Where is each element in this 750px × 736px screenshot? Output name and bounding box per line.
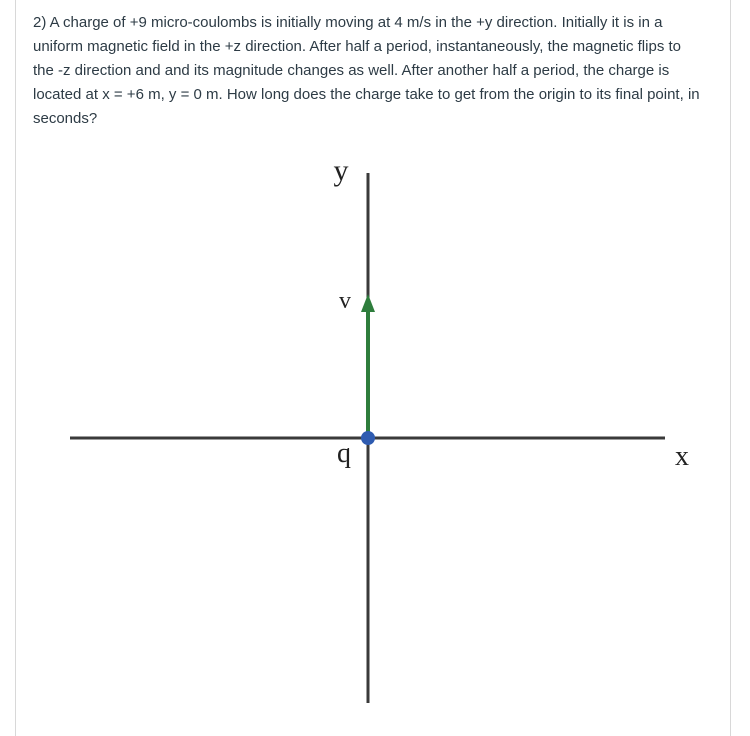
question-line: uniform magnetic field in the +z direction. After half a period, instantaneously, the magnetic flips to <box>33 38 681 55</box>
question-line: located at x = +6 m, y = 0 m. How long does the charge take to get from the origin to its final point, in <box>33 86 700 103</box>
charge-dot <box>361 431 375 445</box>
velocity-arrowhead <box>361 294 375 312</box>
x-axis-label: x <box>675 441 689 472</box>
velocity-label: v <box>339 288 351 314</box>
y-axis-label: y <box>333 154 349 187</box>
question-line: 2) A charge of +9 micro-coulombs is initially moving at 4 m/s in the +y direction. Initially it is in a <box>33 14 663 31</box>
charge-label: q <box>337 438 351 469</box>
question-line: seconds? <box>33 110 98 127</box>
question-line: the -z direction and and its magnitude changes as well. After another half a period, the charge is <box>33 62 670 79</box>
